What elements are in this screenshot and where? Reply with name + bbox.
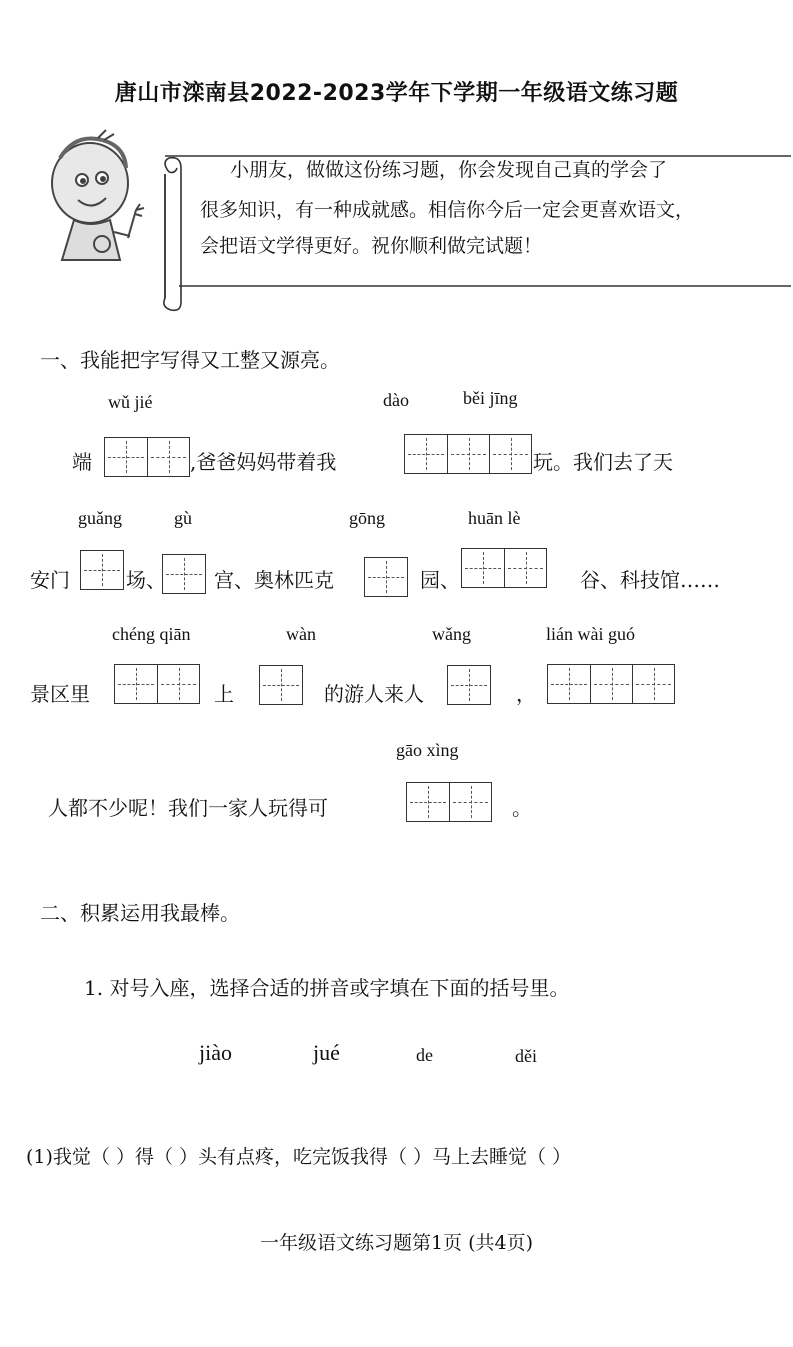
pinyin: wǔ jié — [108, 392, 153, 412]
pinyin: wàn — [286, 624, 316, 644]
writing-grid[interactable] — [104, 437, 190, 477]
sentence-text: 端 — [72, 450, 92, 474]
pinyin: dào — [383, 390, 409, 410]
option-jiao: jiào — [199, 1040, 232, 1065]
question-1-title: 1. 对号入座，选择合适的拼音或字填在下面的括号里。 — [84, 976, 570, 1000]
pinyin: gù — [174, 508, 192, 528]
writing-grid[interactable] — [404, 434, 532, 474]
sentence-text: 人都不少呢！我们一家人玩得可 — [48, 796, 328, 820]
option-de: de — [416, 1045, 433, 1065]
writing-grid[interactable] — [406, 782, 492, 822]
writing-grid[interactable] — [80, 550, 124, 590]
section-1-heading: 一、我能把字写得又工整又源亮。 — [40, 348, 340, 372]
pinyin: huān lè — [468, 508, 521, 528]
sentence-text: ， — [516, 682, 536, 706]
pinyin: wǎng — [432, 624, 471, 644]
writing-grid[interactable] — [461, 548, 547, 588]
sentence-text: ,爸爸妈妈带着我 — [190, 450, 337, 474]
page-title: 唐山市滦南县2022-2023学年下学期一年级语文练习题 — [114, 81, 679, 106]
sentence-text: 宫、奥林匹克 — [214, 568, 334, 592]
intro-line-3: 会把语文学得更好。祝你顺利做完试题！ — [200, 235, 543, 257]
pinyin: lián wài guó — [546, 624, 635, 644]
intro-line-2: 很多知识，有一种成就感。相信你今后一定会更喜欢语文， — [200, 199, 695, 221]
writing-grid[interactable] — [447, 665, 491, 705]
option-jue: jué — [313, 1040, 340, 1065]
page-footer: 一年级语文练习题第1页 (共4页) — [259, 1232, 534, 1254]
cartoon-boy-illustration — [40, 128, 165, 268]
pinyin: guǎng — [78, 508, 122, 528]
pinyin: gōng — [349, 508, 385, 528]
pinyin: chéng qiān — [112, 624, 191, 644]
sentence-text: 上 — [214, 682, 234, 706]
writing-grid[interactable] — [547, 664, 675, 704]
sentence-text: 。 — [512, 796, 532, 820]
sentence-text: 安门 — [30, 568, 70, 592]
writing-grid[interactable] — [364, 557, 408, 597]
sentence-text: 景区里 — [30, 682, 90, 706]
sentence-text: 玩。我们去了天 — [533, 450, 673, 474]
sentence-text: 园、 — [420, 568, 460, 592]
section-2-heading: 二、积累运用我最棒。 — [40, 901, 240, 925]
writing-grid[interactable] — [114, 664, 200, 704]
intro-line-1: 小朋友，做做这份练习题，你会发现自己真的学会了 — [230, 159, 668, 181]
writing-grid[interactable] — [259, 665, 303, 705]
pinyin: běi jīng — [463, 388, 518, 408]
sentence-text: 场、 — [126, 568, 166, 592]
option-dei: děi — [515, 1046, 537, 1066]
question-1-sentence[interactable]: (1)我觉（ ）得（ ）头有点疼，吃完饭我得（ ）马上去睡觉（ ） — [26, 1146, 572, 1168]
pinyin: gāo xìng — [396, 740, 459, 760]
writing-grid[interactable] — [162, 554, 206, 594]
sentence-text: 谷、科技馆…… — [580, 568, 720, 592]
sentence-text: 的游人来人 — [324, 682, 424, 706]
